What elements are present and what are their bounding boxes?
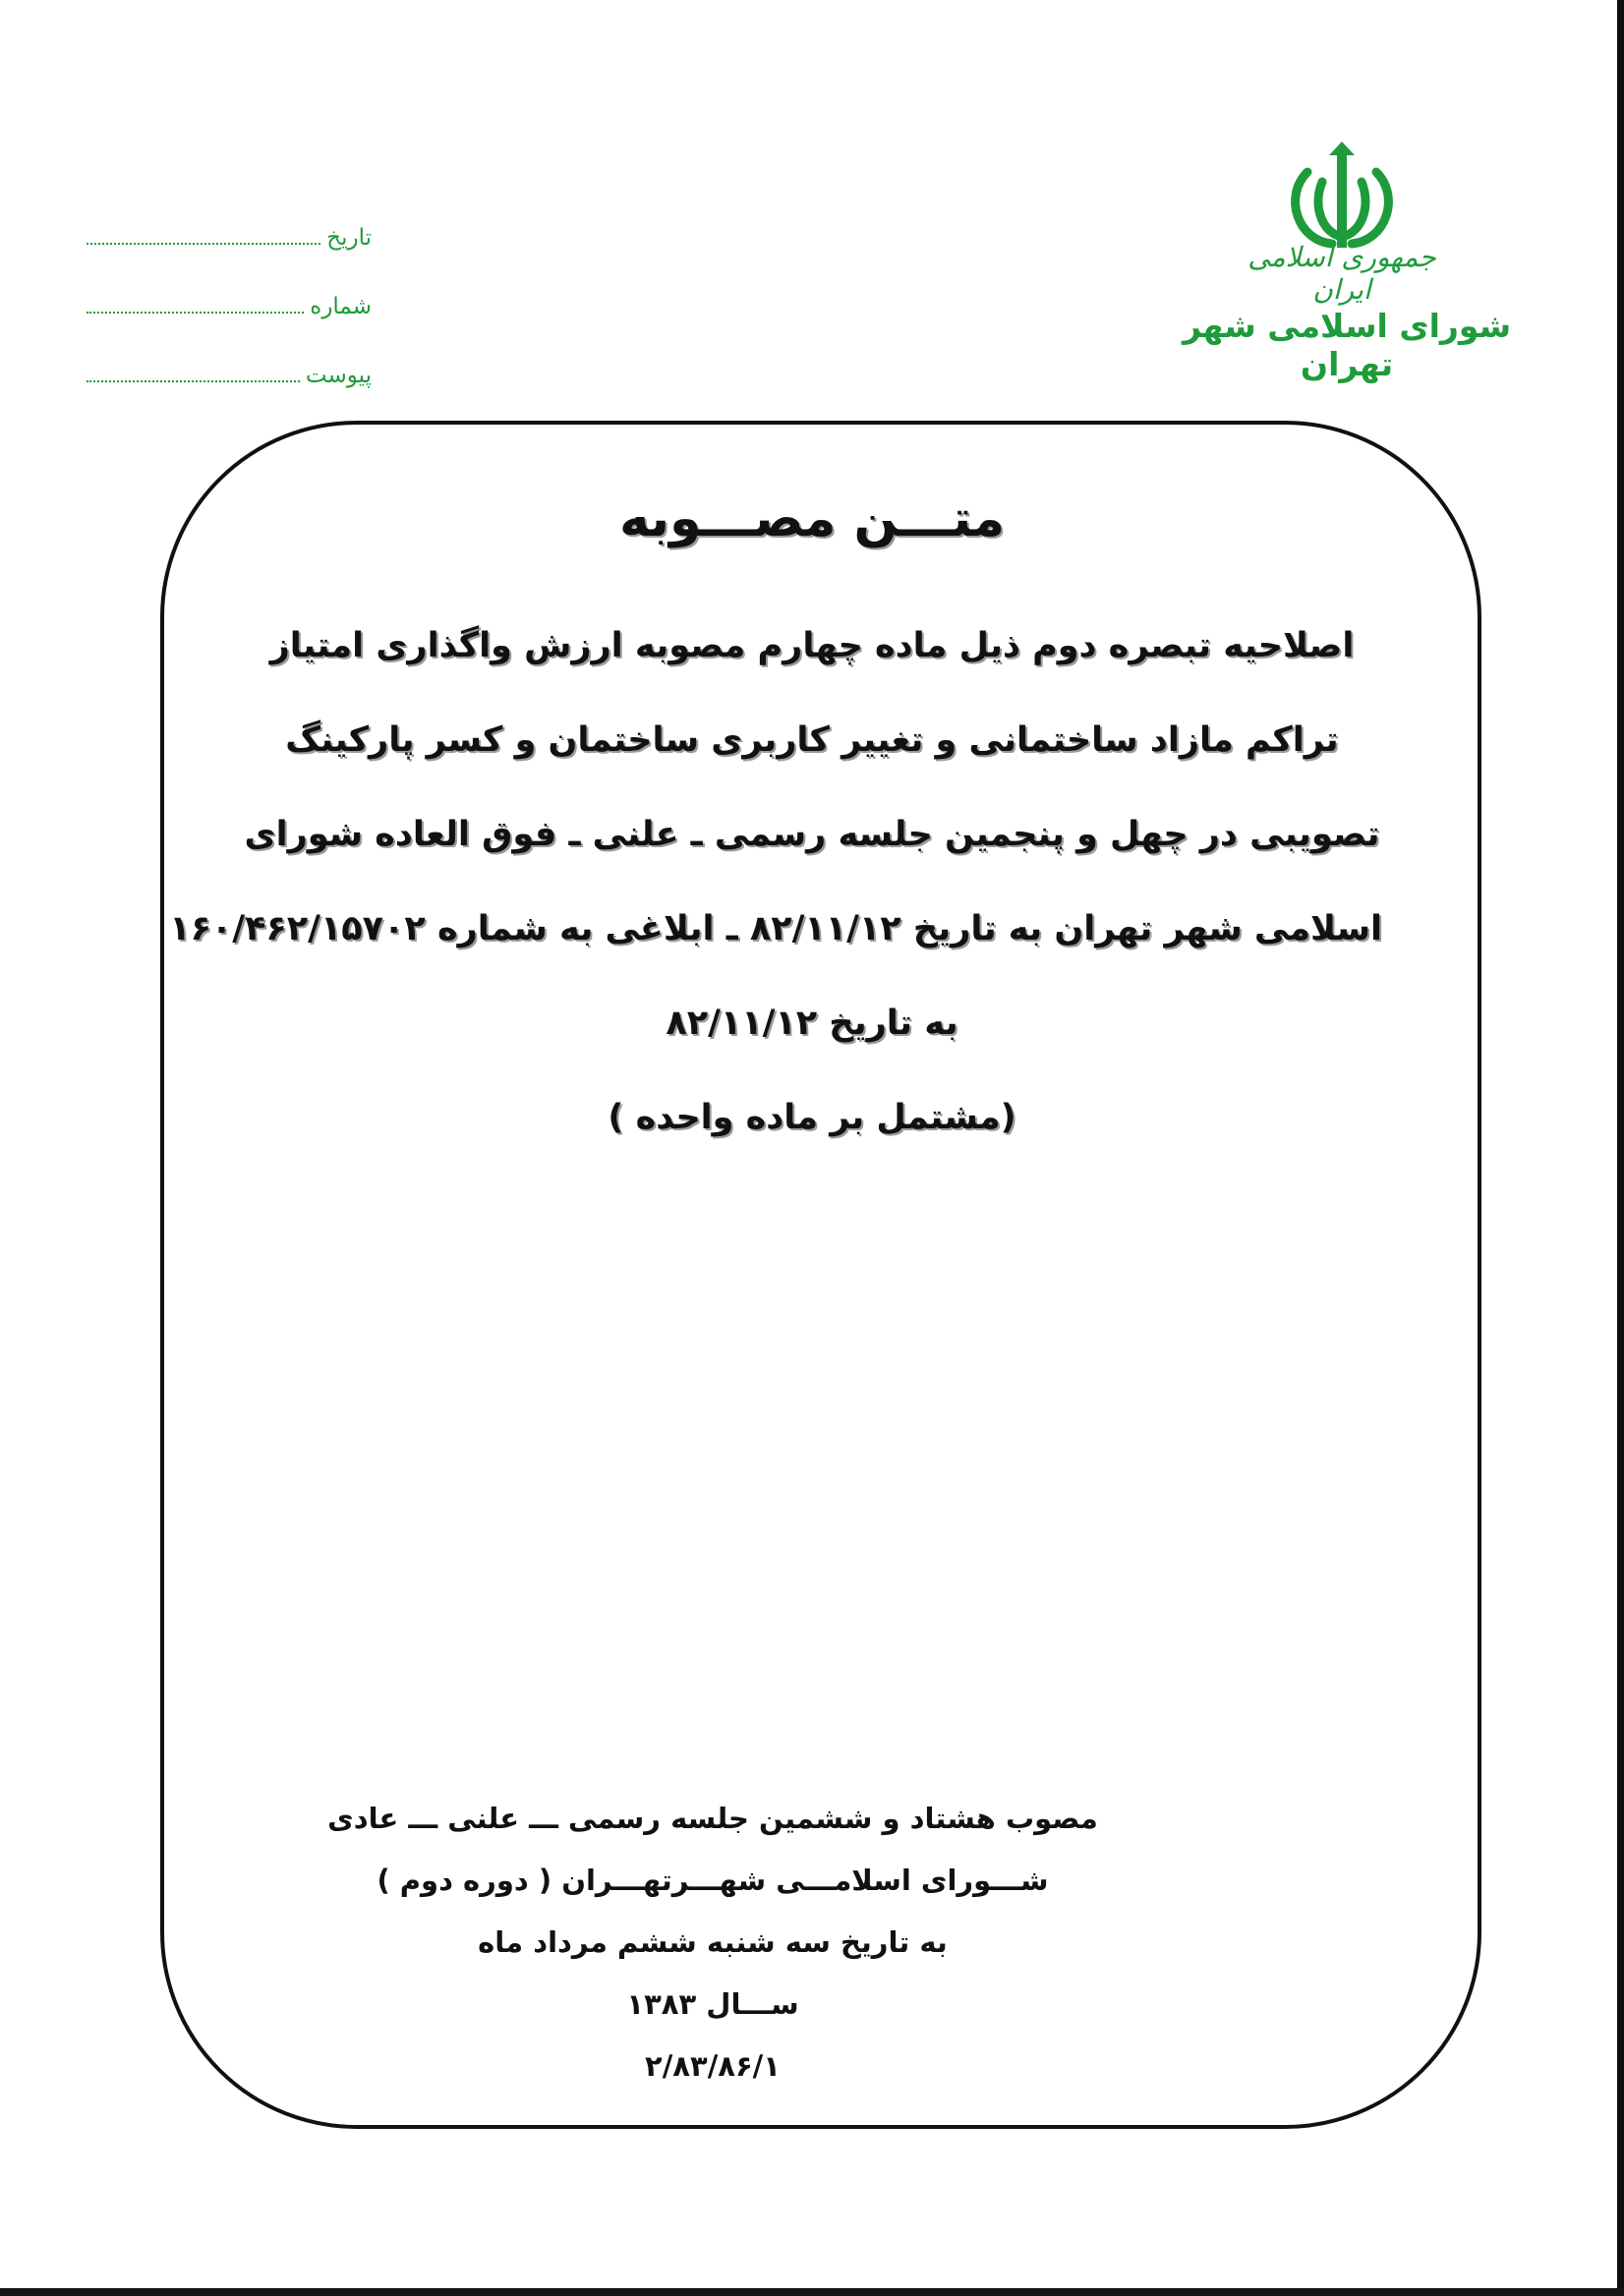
subject-line: تصویبی در چهل و پنجمین جلسه رسمی ـ علنی ـ فوق العاده شورای: [244, 815, 1380, 854]
approval-line: به تاریخ سه شنبه ششم مرداد ماه: [478, 1925, 948, 1959]
council-name: شورای اسلامی شهر تهران: [1182, 307, 1512, 383]
approval-line: شـــورای اسلامـــی شهـــرتهـــران ( دوره دوم ): [377, 1864, 1049, 1897]
subject-line: اصلاحیه تبصره دوم ذیل ماده چهارم مصوبه ارزش واگذاری امتیاز: [269, 626, 1355, 665]
subject-line: تراکم مازاد ساختمانی و تغییر کاربری ساختمان و کسر پارکینگ: [285, 720, 1339, 760]
subject-line: به تاریخ ۸۲/۱۱/۱۲: [666, 1004, 958, 1043]
approval-line: مصوب هشتاد و ششمین جلسه رسمی ـــ علنی ـــ عادی: [327, 1802, 1098, 1835]
date-label: تاریخ: [326, 225, 372, 251]
emblem-caption: جمهوری اسلامی ایران: [1247, 241, 1436, 306]
document-title: متـــن مصـــوبه: [618, 489, 1006, 548]
scan-edge-right: [1617, 0, 1624, 2296]
attachment-label: پیوست: [305, 363, 372, 388]
number-field: [87, 251, 372, 319]
document-meta-fields: [87, 182, 372, 388]
number-label: شماره: [310, 294, 372, 319]
approval-block: [216, 1789, 1209, 2098]
approval-line: ۲/۸۳/۸۶/۱: [645, 2049, 781, 2083]
subject-line: اسلامی شهر تهران به تاریخ ۸۲/۱۱/۱۲ ـ ابلاغی به شماره ۱۶۰/۴۶۲/۱۵۷۰۲: [169, 909, 1382, 948]
attachment-field: [87, 319, 372, 388]
resolution-subject: [169, 602, 1382, 1168]
attachment-dotted-line: [87, 380, 300, 382]
approval-line: ســـال ۱۳۸۳: [626, 1987, 799, 2021]
date-dotted-line: [87, 243, 320, 245]
date-field: [87, 182, 372, 251]
number-dotted-line: [87, 312, 304, 314]
subject-line: (مشتمل بر ماده واحده ): [608, 1098, 1016, 1137]
scan-edge-bottom: [0, 2288, 1624, 2296]
iran-emblem-icon: [1278, 138, 1406, 256]
